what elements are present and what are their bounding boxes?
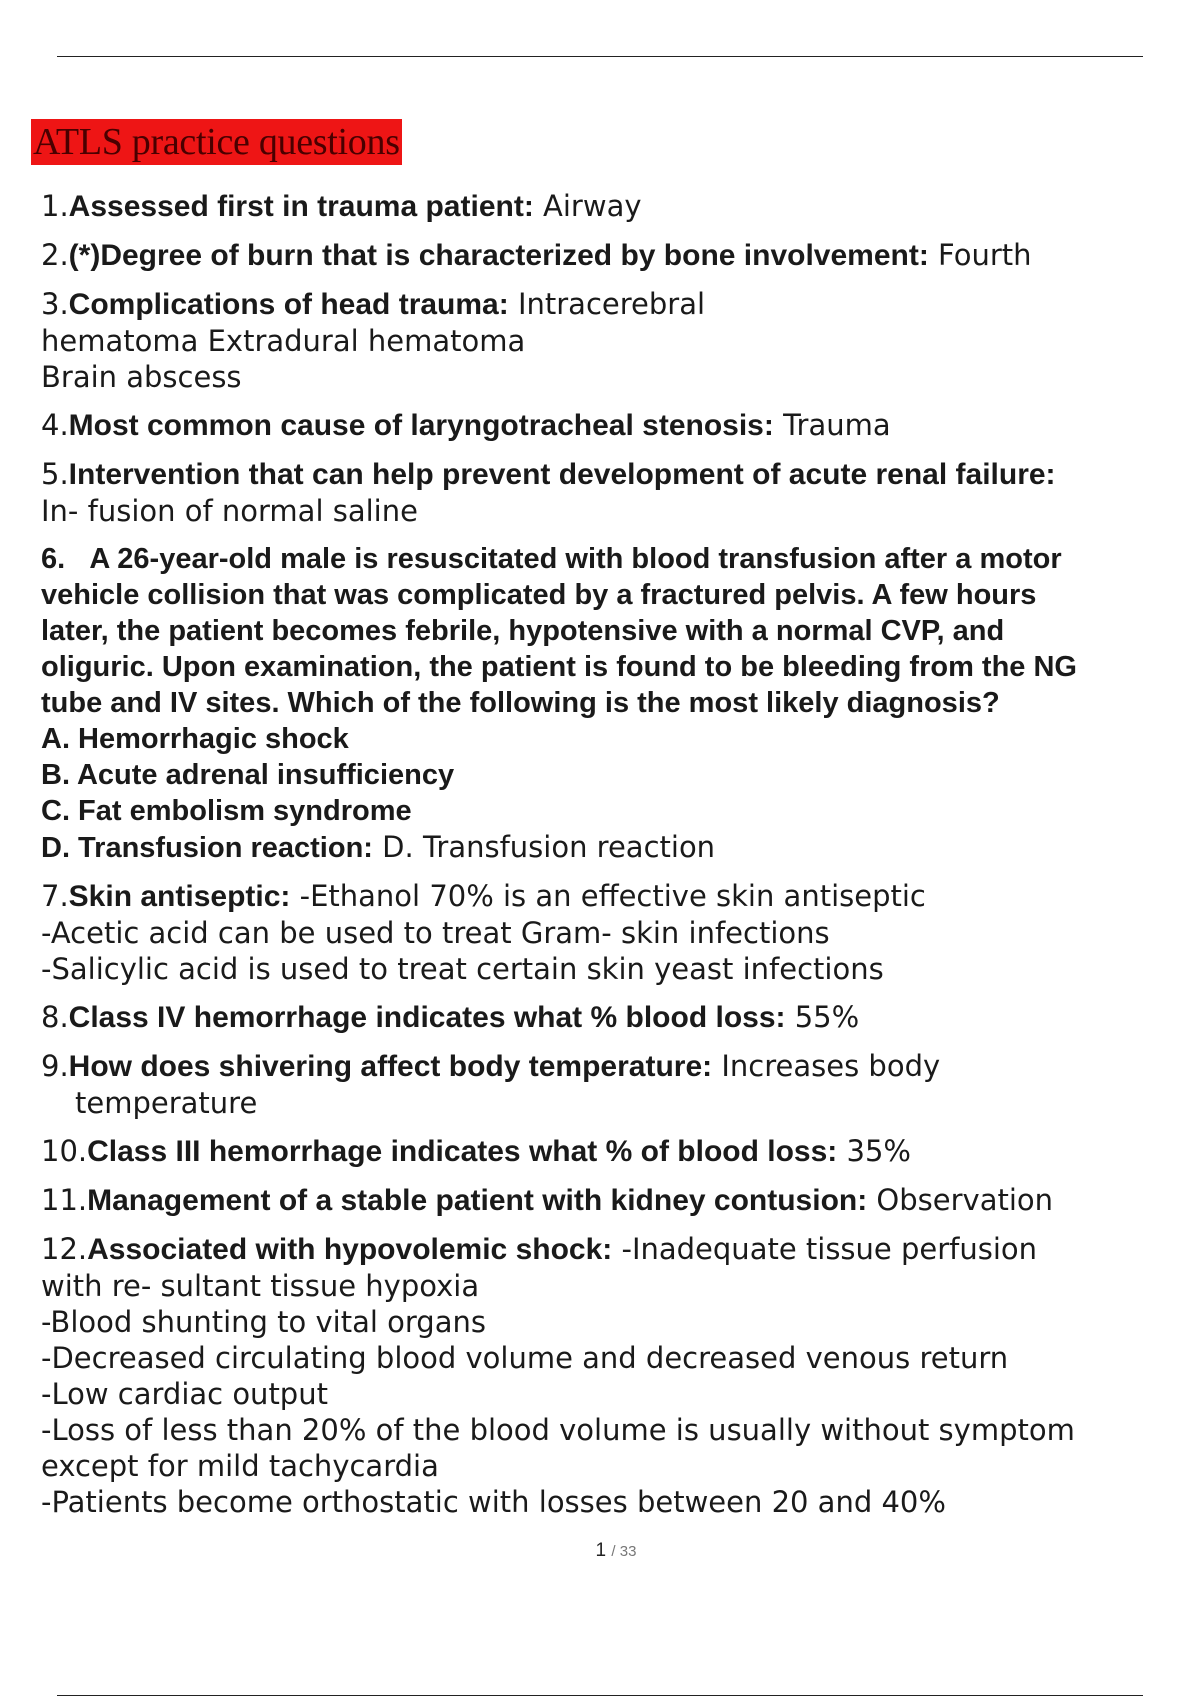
option-c: C. Fat embolism syndrome [41,795,412,827]
bottom-divider [57,1695,1143,1696]
question-5: 5.Intervention that can help prevent development of acute renal failure: In- fusion of normal saline [41,457,1056,528]
option-d: D. Transfusion reaction: D. Transfusion reaction [41,830,716,864]
question-list [41,188,1196,1520]
question-11: 11.Management of a stable patient with kidney contusion: Observation [41,1183,1054,1217]
question-12: 12.Associated with hypovolemic shock: -Inadequate tissue perfusion with re- sultant tissue hypoxia -Blood shunting to vital organs -Decreased circulating blood volume and decreased venous return -Low cardiac output -Loss of less than 20% of the blood volume is usually without symptom except for mild tachycardia -Patients become orthostatic with losses between 20 and 40% [41,1232,1075,1519]
question-9: 9.How does shivering affect body temperature: Increases body temperature [41,1049,941,1120]
option-a: A. Hemorrhagic shock [41,723,349,755]
page-title: ATLS practice questions [33,121,400,163]
question-2: 2.(*)Degree of burn that is characterized by bone involvement: Fourth [41,238,1032,272]
question-6: 6. A 26-year-old male is resuscitated with blood transfusion after a motor vehicle collision that was complicated by a fractured pelvis. A few hours later, the patient becomes febrile, hypotensive with a normal CVP, and oliguric. Upon examination, the patient is found to be bleeding from the NG tube and IV sites. Which of the following is the most likely diagnosis? A. Hemorrhagic shock B. Acute adrenal insufficiency C. Fat embolism syndrome D. Transfusion reaction: D. Transfusion reaction [41,541,1196,866]
question-1: 1.Assessed first in trauma patient: Airway [41,189,642,223]
page-number: 1 / 33 [595,1540,637,1561]
question-3: 3.Complications of head trauma: Intracerebral hematoma Extradural hematoma Brain abscess [41,287,706,394]
question-10: 10.Class III hemorrhage indicates what % of blood loss: 35% [41,1134,911,1168]
question-4: 4.Most common cause of laryngotracheal stenosis: Trauma [41,408,891,442]
question-7: 7.Skin antiseptic: -Ethanol 70% is an effective skin antiseptic -Acetic acid can be used to treat Gram- skin infections -Salicylic acid is used to treat certain skin yeast infections [41,879,926,986]
top-divider [57,56,1143,57]
question-8: 8.Class IV hemorrhage indicates what % blood loss: 55% [41,1000,860,1034]
option-b: B. Acute adrenal insufficiency [41,759,455,791]
